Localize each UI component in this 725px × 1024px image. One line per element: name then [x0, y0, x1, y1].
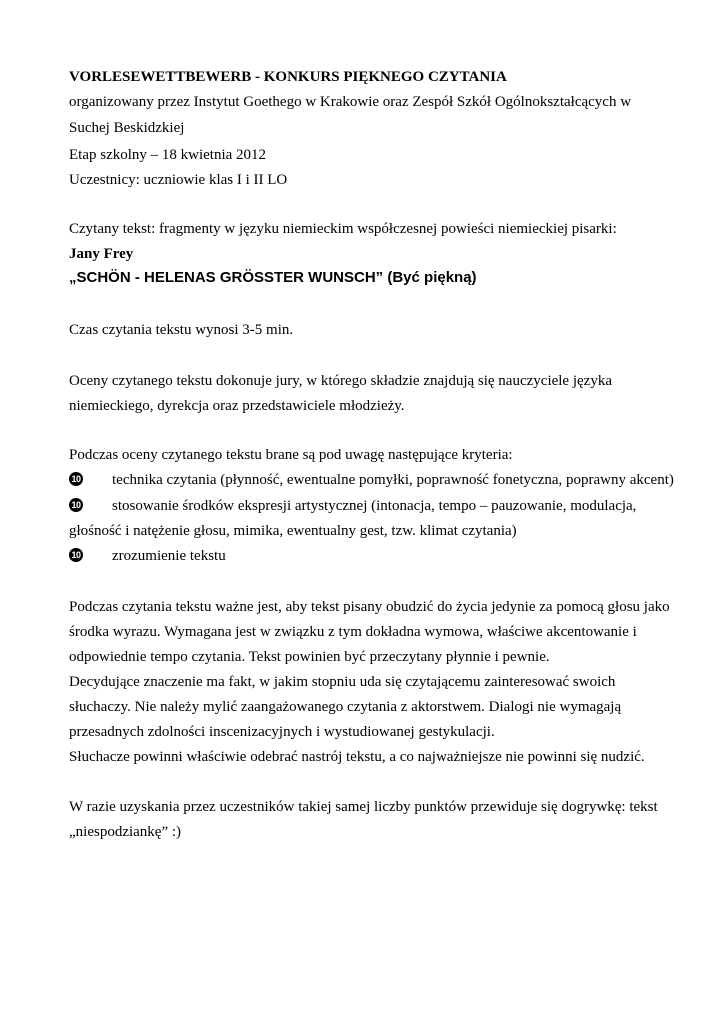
book-title: „SCHÖN - HELENAS GRÖSSTER WUNSCH” (Być piękną)	[69, 269, 477, 286]
author-name: Jany Frey	[69, 246, 134, 262]
criteria-intro: Podczas oceny czytanego tekstu brane są pod uwagę następujące kryteria:	[69, 447, 513, 463]
stage-date: Etap szkolny – 18 kwietnia 2012	[69, 147, 267, 163]
guidelines-line-6: przesadnych zdolności inscenizacyjnych i wystudiowanej gestykulacji.	[69, 724, 495, 740]
bullet-icon: 10	[69, 472, 83, 486]
guidelines-line-7: Słuchacze powinni właściwie odebrać nastrój tekstu, a co najważniejsze nie powinni się nudzić.	[69, 749, 645, 765]
guidelines-line-5: słuchaczy. Nie należy mylić zaangażowanego czytania z aktorstwem. Dialogi nie wymagają	[69, 699, 622, 715]
tiebreak-line-1: W razie uzyskania przez uczestników takiej samej liczby punktów przewiduje się dogrywkę: tekst	[69, 799, 658, 815]
bullet-icon: 10	[69, 498, 83, 512]
jury-line-1: Oceny czytanego tekstu dokonuje jury, w którego składzie znajdują się nauczyciele języka	[69, 373, 612, 389]
jury-line-2: niemieckiego, dyrekcja oraz przedstawiciele młodzieży.	[69, 398, 405, 414]
text-intro: Czytany tekst: fragmenty w języku niemieckim współczesnej powieści niemieckiej pisarki:	[69, 221, 617, 237]
tiebreak-line-2: „niespodziankę” :)	[69, 824, 182, 840]
document-title: VORLESEWETTBEWERB - KONKURS PIĘKNEGO CZYTANIA	[69, 69, 507, 85]
guidelines-line-4: Decydujące znaczenie ma fakt, w jakim stopniu uda się czytającemu zainteresować swoich	[69, 674, 616, 690]
reading-duration: Czas czytania tekstu wynosi 3-5 min.	[69, 322, 294, 338]
participants: Uczestnicy: uczniowie klas I i II LO	[69, 172, 288, 188]
criterion-2-line-2: głośność i natężenie głosu, mimika, ewentualny gest, tzw. klimat czytania)	[69, 523, 517, 539]
organizer-line-2: Suchej Beskidzkiej	[69, 120, 185, 136]
bullet-icon: 10	[69, 548, 83, 562]
guidelines-line-3: odpowiednie tempo czytania. Tekst powinien być przeczytany płynnie i pewnie.	[69, 649, 550, 665]
criterion-1: technika czytania (płynność, ewentualne pomyłki, poprawność fonetyczna, poprawny akcent)	[112, 472, 674, 488]
criterion-2-line-1: stosowanie środków ekspresji artystycznej (intonacja, tempo – pauzowanie, modulacja,	[112, 498, 637, 514]
criterion-3: zrozumienie tekstu	[112, 548, 226, 564]
guidelines-line-2: środka wyrazu. Wymagana jest w związku z tym dokładna wymowa, właściwe akcentowanie i	[69, 624, 637, 640]
organizer-line-1: organizowany przez Instytut Goethego w Krakowie oraz Zespół Szkół Ogólnokształcących w	[69, 94, 632, 110]
guidelines-line-1: Podczas czytania tekstu ważne jest, aby tekst pisany obudzić do życia jedynie za pomocą głosu jako	[69, 599, 670, 615]
